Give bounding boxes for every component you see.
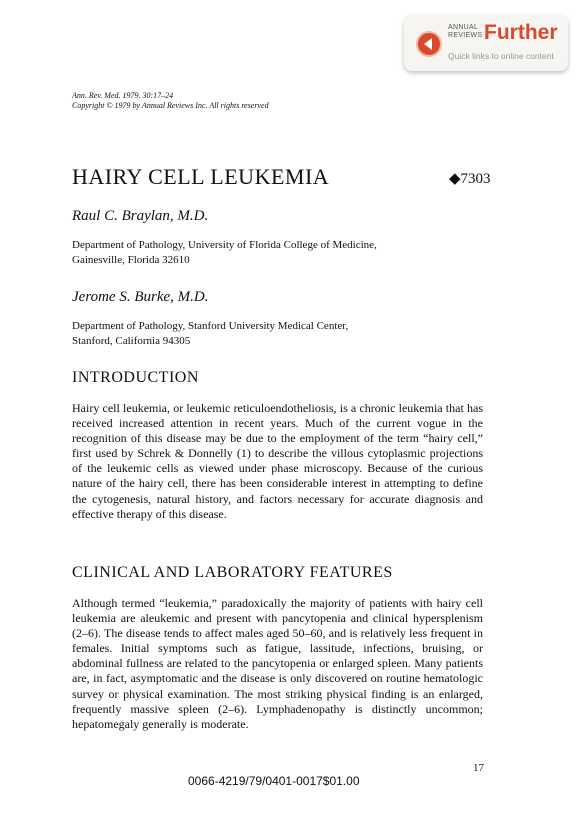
author-name-1: Raul C. Braylan, M.D. bbox=[72, 208, 209, 224]
affiliation-2-line-2: Stanford, California 94305 bbox=[72, 335, 191, 347]
brand-line-2: REVIEWS bbox=[448, 32, 483, 39]
article-title: HAIRY CELL LEUKEMIA bbox=[72, 164, 330, 189]
citation-line-2: Copyright © 1979 by Annual Reviews Inc. All rights reserved bbox=[72, 101, 269, 110]
author-name-2: Jerome S. Burke, M.D. bbox=[72, 289, 209, 305]
paragraph-clinical: Although termed “leukemia,” paradoxically the majority of patients with hairy cell leukemia are aleukemic and present with pancytopenia and clinical hypersplenism (2–6). The disease tends to affect males aged 50–60, and is relatively less frequent in females. Initial symptoms such as fatigue, lassitude, infections, bruising, or abdominal fullness are related to the pancytopenia or enlarged spleen. Many patients are, in fact, asymptomatic and the disease is only discovered on routine hematologic survey or physical examination. The most striking physical finding is an enlarged, frequently massive spleen (2–6). Lymphadenopathy is distinctly uncommon; hepatomegaly generally is moderate. bbox=[72, 596, 483, 731]
brand-line-1: ANNUAL bbox=[448, 24, 479, 31]
author-affiliation-2 bbox=[72, 319, 348, 349]
affiliation-1-line-2: Gainesville, Florida 32610 bbox=[72, 254, 190, 266]
author-affiliation-1 bbox=[72, 238, 377, 268]
annual-reviews-logo bbox=[448, 24, 482, 40]
paragraph-introduction: Hairy cell leukemia, or leukemic reticuloendotheliosis, is a chronic leukemia that has received increased attention in recent years. Much of the current vogue in the recognition of this disease may be due to the employment of the term “hairy cell,” first used by Schrek & Donnelly (1) to describe the villous cytoplasmic projections of the leukemic cells as viewed under phase microscopy. Because of the curious nature of the hairy cell, there has been considerable interest in attempting to define the cytogenesis, natural history, and factors necessary for accurate diagnosis and effective therapy of this disease. bbox=[72, 401, 483, 521]
further-badge[interactable] bbox=[404, 15, 568, 71]
play-icon bbox=[416, 31, 442, 57]
further-subtitle: Quick links to online content bbox=[448, 51, 554, 61]
affiliation-1-line-1: Department of Pathology, University of Florida College of Medicine, bbox=[72, 239, 377, 251]
price-code: 0066-4219/79/0401-0017$01.00 bbox=[188, 774, 360, 788]
citation-line-1: Ann. Rev. Med. 1979. 30:17–24 bbox=[72, 91, 174, 100]
section-heading-clinical: CLINICAL AND LABORATORY FEATURES bbox=[72, 564, 393, 581]
article-code: ◆7303 bbox=[449, 171, 491, 187]
affiliation-2-line-1: Department of Pathology, Stanford University Medical Center, bbox=[72, 320, 349, 332]
section-heading-introduction: INTRODUCTION bbox=[72, 369, 199, 386]
citation bbox=[72, 91, 269, 111]
further-label: Further bbox=[484, 21, 558, 44]
page-number: 17 bbox=[473, 762, 484, 774]
